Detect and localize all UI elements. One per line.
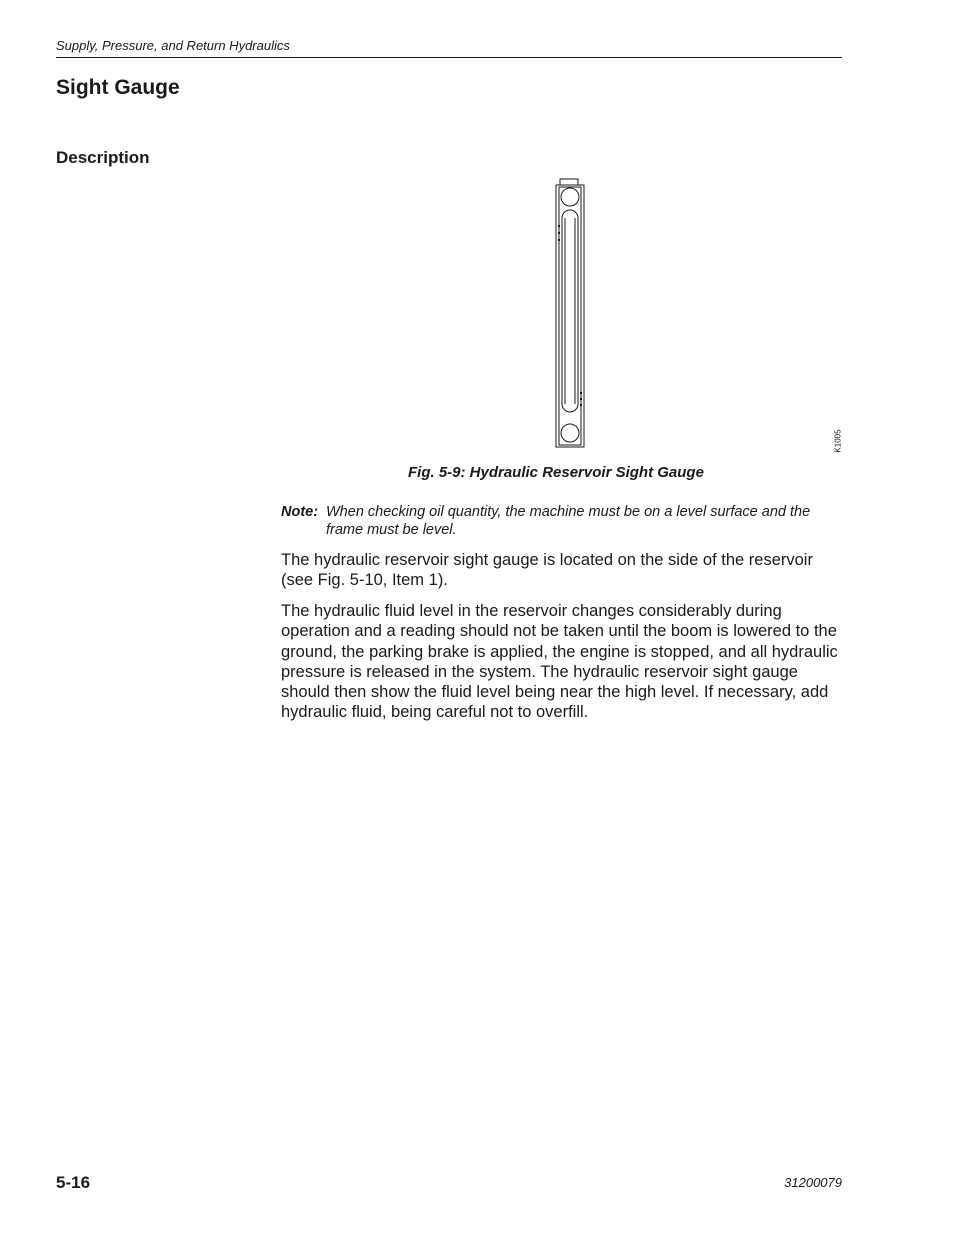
gauge-sight-tube — [562, 210, 578, 412]
section-title: Sight Gauge — [56, 76, 180, 99]
header-rule — [56, 57, 842, 58]
figure-code: K1005 — [833, 429, 843, 453]
note-label: Note: — [281, 504, 319, 520]
gauge-body-outer — [556, 185, 584, 447]
note-text: When checking oil quantity, the machine must be on a level surface and the frame must be level. — [326, 504, 811, 538]
note-block — [281, 503, 843, 539]
running-header: Supply, Pressure, and Return Hydraulics — [56, 38, 290, 53]
gauge-top-bolt — [561, 188, 579, 206]
document-number: 31200079 — [784, 1175, 842, 1190]
body-paragraph: The hydraulic reservoir sight gauge is located on the side of the reservoir (see Fig. 5-10, Item 1). — [281, 551, 813, 590]
sight-gauge-illustration — [540, 176, 600, 454]
gauge-top-cap — [560, 179, 578, 185]
description-heading: Description — [56, 148, 150, 167]
page-number: 5-16 — [56, 1173, 91, 1192]
gauge-bottom-bolt — [561, 424, 579, 442]
body-paragraph: The hydraulic fluid level in the reservoir changes considerably during operation and a reading should not be taken until the boom is lowered to the ground, the parking brake is applied, the engine is stopped, and all hydraulic pressure is released in the system. The hydraulic reservoir sight gauge should then show the fluid level being near the high level. If necessary, add hydraulic fluid, being careful not to overfill. — [281, 602, 838, 722]
figure-caption: Fig. 5-9: Hydraulic Reservoir Sight Gauge — [408, 464, 704, 481]
